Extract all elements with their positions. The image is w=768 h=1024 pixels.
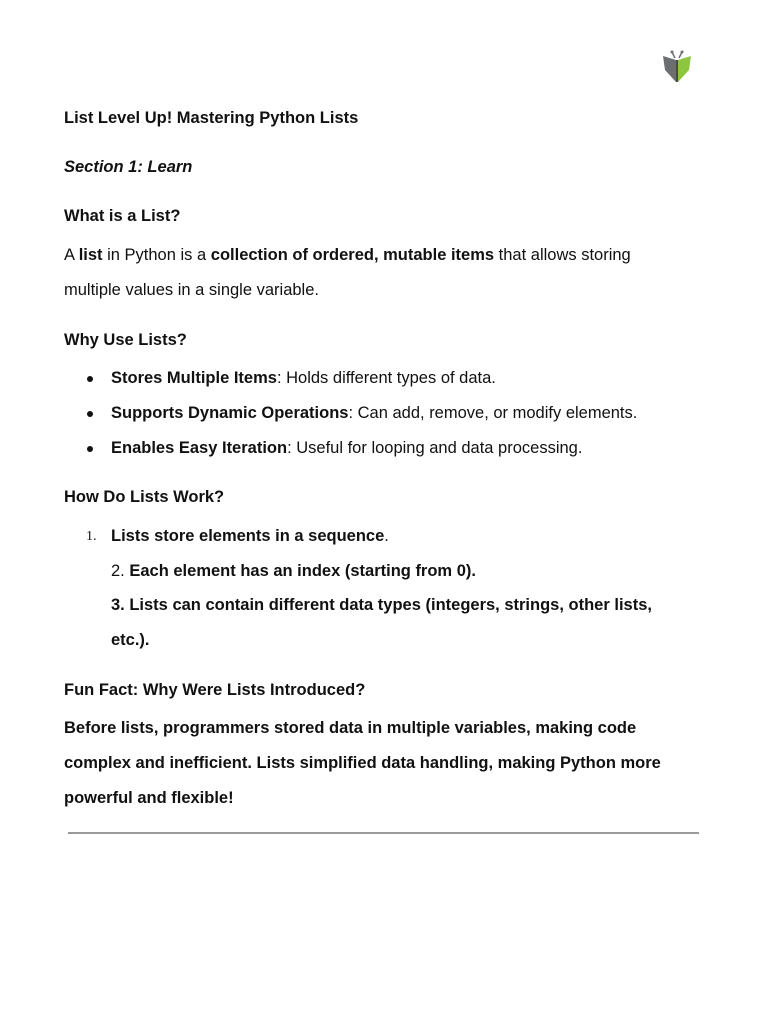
numbered-item-3-line-2: etc.). (111, 631, 150, 649)
how-lists-work-heading: How Do Lists Work? (64, 488, 225, 506)
bullet-item-2 (111, 402, 708, 424)
bullet-icon (87, 376, 93, 382)
text-run: in Python is a (102, 246, 211, 264)
fun-fact-line-3: powerful and flexible! (64, 789, 234, 807)
bullet-icon (87, 446, 93, 452)
bullet-item-1 (111, 367, 708, 389)
butterfly-logo-icon (660, 50, 694, 86)
numbered-item-bold: Lists store elements in a sequence (111, 527, 385, 545)
what-is-list-paragraph-line-2: multiple values in a single variable. (64, 281, 319, 299)
bullet-item-bold: Stores Multiple Items (111, 369, 277, 387)
section-heading: Section 1: Learn (64, 158, 193, 176)
bullet-item-text: : Holds different types of data. (276, 369, 496, 387)
text-run-bold: list (78, 246, 103, 264)
document-title: List Level Up! Mastering Python Lists (64, 109, 359, 127)
numbered-item-1 (111, 525, 708, 547)
numbered-item-2 (111, 560, 708, 582)
why-use-lists-heading: Why Use Lists? (64, 331, 187, 349)
fun-fact-line-2: complex and inefficient. Lists simplified data handling, making Python more (64, 754, 661, 772)
text-run-bold: collection of ordered, mutable items (210, 246, 495, 264)
list-number: 1. (86, 529, 97, 544)
fun-fact-heading: Fun Fact: Why Were Lists Introduced? (64, 681, 366, 699)
numbered-item-3-line-1: 3. Lists can contain different data types (integers, strings, other lists, (111, 596, 652, 614)
bullet-item-text: : Useful for looping and data processing. (287, 439, 583, 457)
bullet-icon (87, 411, 93, 417)
text-run: A (64, 246, 79, 264)
horizontal-divider (68, 832, 699, 834)
fun-fact-line-1: Before lists, programmers stored data in multiple variables, making code (64, 719, 637, 737)
what-is-list-heading: What is a List? (64, 207, 181, 225)
bullet-item-bold: Enables Easy Iteration (111, 439, 288, 457)
bullet-item-bold: Supports Dynamic Operations (111, 404, 349, 422)
bullet-item-text: : Can add, remove, or modify elements. (348, 404, 638, 422)
numbered-item-number: 2. (111, 562, 130, 580)
numbered-item-text: . (384, 527, 389, 545)
bullet-item-3 (111, 437, 708, 459)
text-run: that allows storing (494, 246, 631, 264)
numbered-item-bold: Each element has an index (starting from 0). (129, 562, 476, 580)
what-is-list-paragraph-line-1 (64, 244, 708, 266)
